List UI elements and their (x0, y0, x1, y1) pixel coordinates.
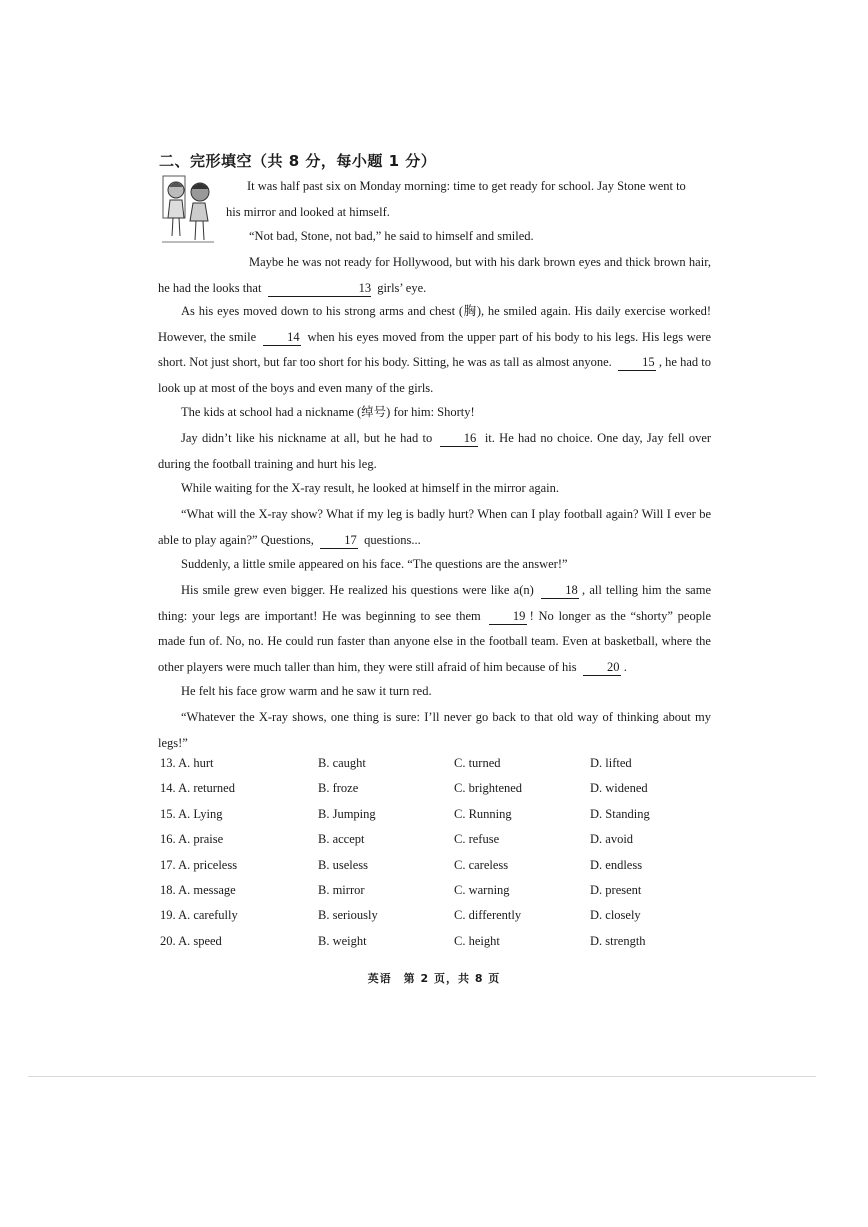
question-number-a: 14. A. returned (160, 781, 235, 796)
option-d: D. avoid (590, 832, 634, 847)
option-b: B. weight (318, 933, 367, 948)
option-c: C. careless (454, 857, 509, 872)
question-row (158, 832, 718, 857)
paragraph-10: His smile grew even bigger. He realized his questions were like a(n) 18 , all telling him the same thing: your legs are important! He was beginning to see them 19 ! No longer as the “shorty” people made fun of. No, no. He could run faster than anyone else in the football team. Even at basketball, where the other players were much taller than him, they were still afraid of him because of his 20 . (158, 583, 712, 674)
paragraph-5: The kids at school had a nickname (绰号) for him: Shorty! (181, 405, 475, 419)
option-d: D. Standing (590, 806, 650, 821)
paragraph-6: Jay didn’t like his nickname at all, but he had to 16 it. He had no choice. One day, Jay fell over during the football training and hurt his leg. (158, 431, 712, 471)
option-b: B. Jumping (318, 806, 376, 821)
section-heading: 二、完形填空（共 8 分，每小题 1 分） (159, 152, 437, 170)
paragraph-1-line-1: It was half past six on Monday morning: time to get ready for school. Jay Stone went to (247, 179, 686, 193)
blank-20: 20 (583, 660, 621, 676)
page-footer: 英语 第 2 页，共 8 页 (367, 972, 501, 985)
blank-16: 16 (440, 431, 478, 447)
question-row (158, 908, 718, 933)
option-c: C. warning (454, 882, 510, 897)
question-number-a: 20. A. speed (160, 933, 222, 948)
question-number-a: 18. A. message (160, 882, 236, 897)
paragraph-1 (158, 174, 711, 225)
question-row (158, 756, 718, 781)
option-b: B. caught (318, 756, 366, 770)
option-b: B. seriously (318, 908, 378, 923)
paragraph-4: As his eyes moved down to his strong arms and chest (胸), he smiled again. His daily exercise worked! However, the smile 14 when his eyes moved from the upper part of his body to his legs. His legs were short. Not just short, but far too short for his body. Sitting, he was as tall as almost anyone. 15 , he had to look up at most of the boys and even many of the girls. (158, 304, 712, 395)
divider (28, 1076, 816, 1077)
option-b: B. useless (318, 857, 368, 872)
option-c: C. brightened (454, 781, 523, 796)
option-c: C. Running (454, 806, 512, 821)
option-c: C. height (454, 933, 500, 948)
option-b: B. accept (318, 832, 365, 847)
option-c: C. turned (454, 756, 501, 770)
paragraph-3: Maybe he was not ready for Hollywood, but with his dark brown eyes and thick brown hair, he had the looks that 13 girls’ eye. (158, 255, 711, 295)
option-b: B. froze (318, 781, 359, 796)
question-number-a: 19. A. carefully (160, 908, 238, 923)
question-row (158, 807, 718, 832)
paragraph-9: Suddenly, a little smile appeared on his face. “The questions are the answer!” (181, 557, 568, 571)
paragraph-1-line-2: his mirror and looked at himself. (226, 204, 390, 219)
question-row (158, 781, 718, 806)
question-row (158, 858, 718, 883)
blank-13: 13 (268, 281, 372, 297)
question-row (158, 934, 718, 959)
question-number-a: 17. A. priceless (160, 857, 238, 872)
blank-14: 14 (263, 330, 301, 346)
paragraph-12: “Whatever the X-ray shows, one thing is sure: I’ll never go back to that old way of thinking about my legs!” (158, 710, 711, 750)
paragraph-8: “What will the X-ray show? What if my leg is badly hurt? When can I play football again? Will I ever be able to play again?” Questions, 17 questions... (158, 507, 711, 547)
question-number-a: 13. A. hurt (160, 756, 214, 770)
blank-19: 19 (489, 609, 527, 625)
answer-options (158, 756, 718, 959)
option-c: C. differently (454, 908, 522, 923)
blank-15: 15 (618, 355, 656, 371)
paragraph-2: “Not bad, Stone, not bad,” he said to himself and smiled. (249, 229, 534, 243)
option-d: D. lifted (590, 756, 632, 770)
option-d: D. present (590, 882, 642, 897)
option-d: D. closely (590, 908, 641, 923)
blank-18: 18 (541, 583, 579, 599)
blank-17: 17 (320, 533, 358, 549)
question-number-a: 15. A. Lying (160, 806, 223, 821)
paragraph-11: He felt his face grow warm and he saw it turn red. (181, 684, 432, 698)
question-row (158, 883, 718, 908)
question-number-a: 16. A. praise (160, 832, 224, 847)
option-c: C. refuse (454, 832, 500, 847)
option-d: D. strength (590, 933, 646, 948)
option-d: D. widened (590, 781, 648, 796)
paragraph-7: While waiting for the X-ray result, he looked at himself in the mirror again. (181, 481, 560, 495)
option-b: B. mirror (318, 882, 365, 897)
option-d: D. endless (590, 857, 643, 872)
